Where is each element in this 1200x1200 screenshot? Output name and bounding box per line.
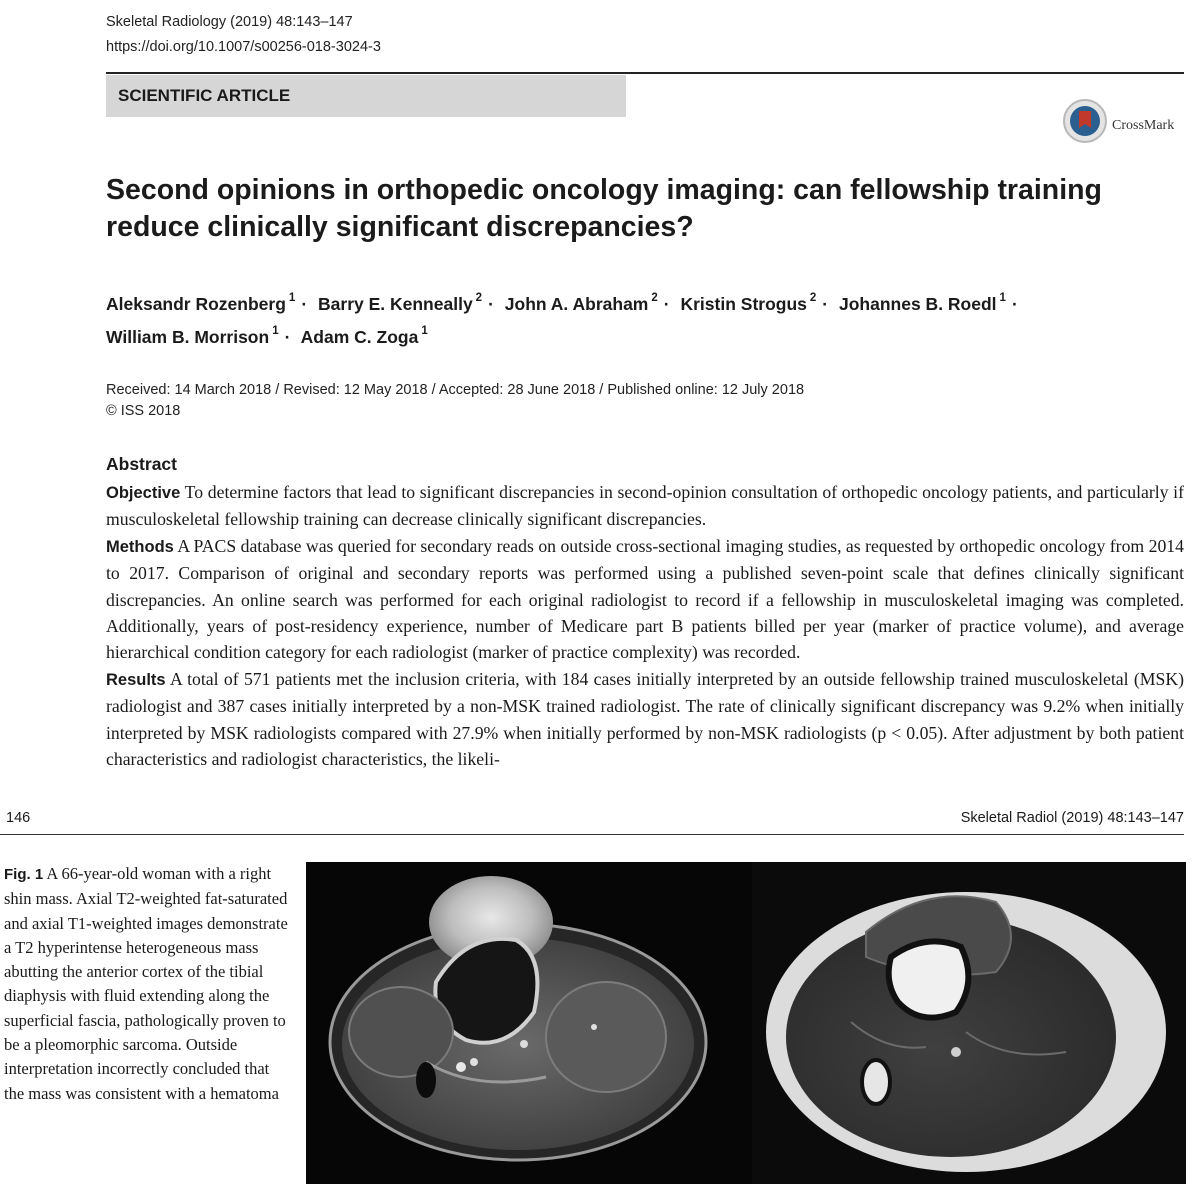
abstract-heading: Abstract [106,454,177,474]
author[interactable]: Kristin Strogus $^2$ [680,292,817,314]
figure-label: Fig. 1 [4,866,44,883]
copyright-line: © ISS 2018 [106,403,181,419]
abstract-methods: Methods A PACS database was queried for secondary reads on outside cross-sectional imaging studies, as requested by orthopedic oncology from 2014 to 2017. Comparison of original and secondary reports was performed using a published seven-point scale that defines clinically significant discrepancies. An online search was performed for each original radiologist to record if a fellowship in musculoskeletal imaging was completed. Additionally, years of post-residency experience, number of Medicare part B patients billed per year (marker of practice volume), and average hierarchical condition category for each radiologist (marker of practice complexity) was recorded. [106,535,1184,663]
author[interactable]: Aleksandr Rozenberg $^1$ [106,292,296,314]
abstract-objective: Objective To determine factors that lead to significant discrepancies in second-opinion consultation of orthopedic oncology patients, and particularly if musculoskeletal fellowship training can decrease clinically significant discrepancies. [106,482,1184,530]
running-head: Skeletal Radiol (2019) 48:143–147 [960,810,1184,826]
author[interactable]: Johannes B. Roedl $^1$ [839,292,1006,314]
header-rule [106,72,1184,74]
objective-label: Objective [106,484,181,502]
author[interactable]: Adam C. Zoga $^1$ [300,324,428,347]
author[interactable]: John A. Abraham $^2$ [504,292,658,314]
author[interactable]: William B. Morrison $^1$ [106,324,279,347]
mri-images [306,862,1186,1184]
t2-axial-image [306,862,752,1184]
page-number: 146 [6,810,31,826]
mri-figure [306,862,1186,1184]
publication-dates: Received: 14 March 2018 / Revised: 12 May 2018 / Accepted: 28 June 2018 / Published online: 12 July 2018 [106,382,805,398]
doi-link[interactable]: https://doi.org/10.1007/s00256-018-3024-3 [106,39,381,55]
abstract-body [106,479,1184,772]
results-label: Results [106,670,166,689]
figure-caption: Fig. 1 A 66-year-old woman with a right shin mass. Axial T2-weighted fat-saturated and axial T1-weighted images demonstrate a T2 hyperintense heterogeneous mass abutting the anterior cortex of the tibial diaphysis with fluid extending along the superficial fascia, pathologically proven to be a pleomorphic sarcoma. Outside interpretation incorrectly concluded that the mass was consistent with a hematoma [4,864,288,1103]
crossmark-label: CrossMark [1112,118,1175,133]
t1-axial-image [752,862,1186,1184]
journal-citation: Skeletal Radiology (2019) 48:143–147 [106,14,353,30]
crossmark-badge[interactable] [1062,98,1192,150]
article-history [106,380,804,422]
page-rule [0,834,1184,835]
crossmark-icon [1062,98,1108,144]
author[interactable]: Barry E. Kenneally $^2$ [318,292,483,314]
abstract-results: Results A total of 571 patients met the inclusion criteria, with 184 cases initially interpreted by an outside fellowship trained musculoskeletal (MSK) radiologist and 387 cases initially interpreted by a non-MSK trained radiologist. The rate of clinically significant discrepancy was 9.2% when initially interpreted by MSK radiologists compared with 27.9% when initially performed by non-MSK radiologists (p < 0.05). After adjustment by both patient characteristics and radiologist characteristics, the likeli- [106,668,1184,770]
methods-label: Methods [106,537,174,556]
author-list: Aleksandr Rozenberg $^1$ · Barry E. Kenneally $^2$ · John A. Abraham $^2$ · Kristin Strogus $^2$ · Johannes B. Roedl $^1$ · William B. Morrison $^1$ · Adam C. Zoga $^1$ [106,292,1018,347]
article-type-band: SCIENTIFIC ARTICLE [106,75,626,117]
article-title: Second opinions in orthopedic oncology imaging: can fellowship training reduce clinically significant discrepancies? [106,174,1102,243]
